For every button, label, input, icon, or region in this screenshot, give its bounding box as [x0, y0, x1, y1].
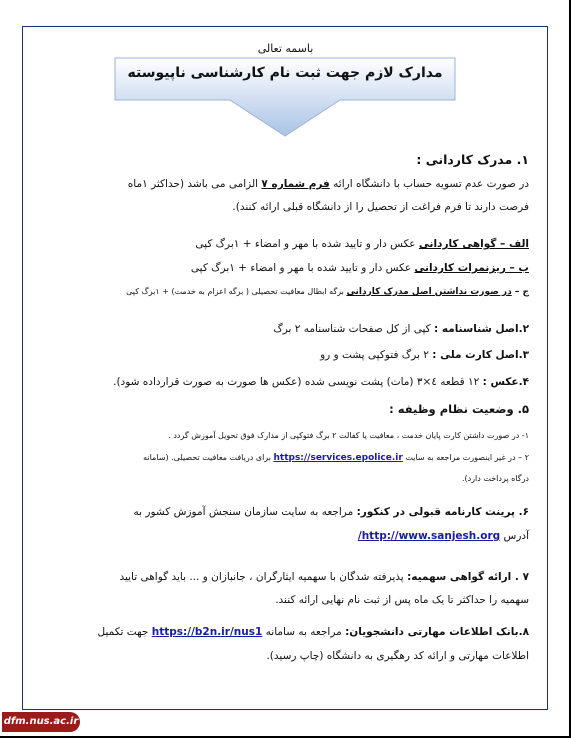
site-logo[interactable]: dfm.nus.ac.ir	[2, 712, 80, 732]
section-1-line-2: فرصت دارند تا فرم فراغت از تحصیل را از دانشگاه قبلی ارائه کنند).	[232, 201, 529, 213]
b2n-link[interactable]: https://b2n.ir/nus1	[151, 626, 263, 638]
item-alef: الف – گواهی کاردانی عکس دار و تایید شده با مهر و امضاء + ۱برگ کپی	[195, 238, 529, 250]
page-title: مدارک لازم جهت ثبت نام کارشناسی ناپیوسته	[127, 65, 443, 81]
section-8: ۸.بانک اطلاعات مهارتی دانشجویان: مراجعه به سامانه https://b2n.ir/nus1 جهت تکمیل	[97, 626, 529, 638]
sanjesh-link[interactable]: /http://www.sanjesh.org	[357, 530, 501, 542]
bismillah: باسمه تعالی	[257, 42, 314, 55]
section-1-heading: ۱. مدرک کاردانی :	[416, 152, 529, 167]
section-1-line-1: در صورت عدم تسویه حساب با دانشگاه ارائه فرم شماره ۷ الزامی می باشد (حداکثر ۱ماه	[127, 178, 529, 190]
item-be: ب – ریزنمرات کاردانی عکس دار و تایید شده با مهر و امضاء + ۱برگ کپی	[190, 262, 529, 274]
section-6-line-2: آدرس /http://www.sanjesh.org	[357, 530, 529, 542]
section-5-line-2: ۲ – در غیر اینصورت مراجعه به سایت https://services.epolice.ir برای دریافت معافیت تحصیلی. (سامانه	[143, 453, 529, 463]
section-4: ۴.عکس : ۱۲ قطعه ٤×۳ (مات) پشت نویسی شده (عکس ها صورت به صورت قرارداده شود).	[113, 376, 529, 388]
section-5-line-1: ۱- در صورت داشتن کارت پایان خدمت ، معافیت یا کفالت ۲ برگ فتوکپی از مدارک فوق تحویل آموزش گردد .	[168, 431, 529, 440]
epolice-link[interactable]: https://services.epolice.ir	[273, 453, 403, 463]
section-5-heading: ۵. وضعیت نظام وظیفه :	[389, 402, 529, 416]
section-6: ۶. پرینت کارنامه قبولی در کنکور: مراجعه به سایت سازمان سنجش آموزش کشور به	[133, 506, 529, 518]
section-2: ۲.اصل شناسنامه : کپی از کل صفحات شناسنامه ۲ برگ	[273, 323, 529, 335]
section-7-line-2: سهمیه را حداکثر تا یک ماه پس از ثبت نام نهایی ارائه کنند.	[275, 594, 529, 606]
section-5-line-3: درگاه پرداخت دارد).	[461, 474, 529, 483]
section-8-line-2: اطلاعات مهارتی و ارائه کد رهگیری به دانشگاه (چاپ رسید).	[266, 650, 529, 662]
section-7: ۷ . ارائه گواهی سهمیه: پذیرفته شدگان با سهمیه ایثارگران ، جانبازان و ... باید گواهی تایید	[119, 571, 529, 583]
section-3: ۳.اصل کارت ملی : ۲ برگ فتوکپی پشت و رو	[320, 349, 529, 361]
item-jim: ج – در صورت نداشتن اصل مدرک کاردانی برگه ابطال معافیت تحصیلی ( برگه اعزام به خدمت) + ۱برگ کپی	[126, 287, 529, 297]
